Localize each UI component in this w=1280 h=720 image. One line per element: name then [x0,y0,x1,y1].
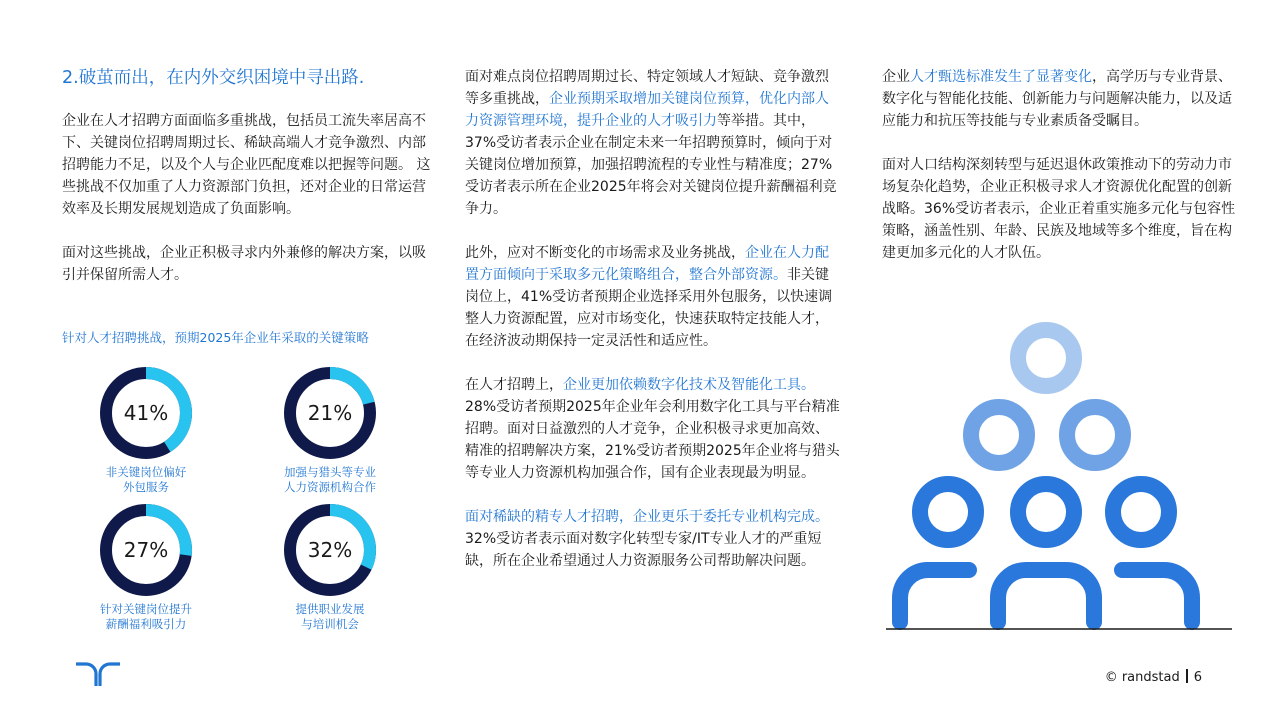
staffing-text-a: 此外，应对不断变化的市场需求及业务挑战， [465,245,745,261]
column-middle [465,66,841,594]
footer-brand: © randstad [1104,670,1180,685]
specialist-paragraph [465,506,841,572]
right-shoulders-icon [1122,570,1192,622]
donut-category-label [66,602,226,632]
donut-category-line: 针对关键岗位提升 [100,602,192,616]
donut-category-line: 薪酬福利吸引力 [105,617,187,631]
page-number: 6 [1193,670,1202,685]
bottom-center-person-icon [1018,484,1074,540]
donut-value-label: 32% [307,538,353,562]
staffing-paragraph [465,242,841,352]
budget-paragraph [465,66,841,220]
top-person-icon [1018,330,1074,386]
budget-text-a: 面对难点岗位招聘周期过长、特定领域人才短缺、竞争激烈等多重挑战， [465,69,829,107]
selection-text-a: 企业 [882,69,910,85]
donut-chart-4 [250,502,410,632]
digital-text-b: 28%受访者预期2025年企业年会利用数字化工具与平台精准招聘。面对日益激烈的人才竞争，企业积极寻求更加高效、精准的招聘解决方案，21%受访者预期2025年企业将与猎头等专业人力资源机构加强合作，国有企业表现最为明显。 [465,399,840,481]
donut-category-line: 人力资源机构合作 [284,480,376,494]
randstad-logo-icon [76,662,120,686]
donut-category-line: 非关键岗位偏好 [105,465,187,479]
budget-text-b: 等举措。其中，37%受访者表示企业在制定未来一年招聘预算时，倾向于对关键岗位增加预算，加强招聘流程的专业性与精准度；27%受访者表示所在企业2025年将会对关键岗位提升薪酬福利竞争力。 [465,113,837,217]
donut-chart-2 [250,365,410,495]
donut-category-label [66,465,226,495]
footer-separator [1186,669,1188,683]
selection-paragraph [882,66,1244,132]
bottom-left-person-icon [920,484,976,540]
solution-paragraph: 面对这些挑战，企业正积极寻求内外兼修的解决方案，以吸引并保留所需人才。 [62,245,426,283]
section-heading: 2.破茧而出，在内外交织困境中寻出路. [62,68,365,88]
mid-right-person-icon [1067,407,1123,463]
diversity-paragraph: 面对人口结构深刻转型与延迟退休政策推动下的劳动力市场复杂化趋势，企业正积极寻求人才资源优化配置的创新战略。36%受访者表示，企业正着重实施多元化与包容性策略，涵盖性别、年龄、民族及地域等多个维度，旨在构建更加多元化的人才队伍。 [882,157,1236,261]
column-left [62,66,438,308]
staffing-highlight: 企业在人力配置方面倾向于采取多元化策略组合，整合外部资源。 [465,245,829,283]
specialist-text-b: 32%受访者表示面对数字化转型专家/IT专业人才的严重短缺，所在企业希望通过人力资源服务公司帮助解决问题。 [465,531,822,569]
staffing-text-b: 非关键岗位上，41%受访者预期企业选择采用外包服务，以快速调整人力资源配置，应对市场变化，快速获取特定技能人才，在经济波动期保持一定灵活性和适应性。 [465,267,833,349]
donut-category-line: 与培训机会 [301,617,359,631]
donut-category-line: 加强与猎头等专业 [284,465,376,479]
chart-title: 针对人才招聘挑战，预期2025年企业年采取的关键策略 [62,330,369,345]
donut-svg [98,365,194,461]
budget-highlight: 企业预期采取增加关键岗位预算，优化内部人力资源管理环境，提升企业的人才吸引力 [465,91,829,129]
bottom-right-person-icon [1113,484,1169,540]
left-shoulders-icon [900,570,969,622]
digital-paragraph [465,374,841,484]
column-right [882,66,1244,286]
donut-chart-1 [66,365,226,495]
page-footer [1105,669,1202,685]
selection-highlight: 人才甄选标准发生了显著变化 [910,69,1092,85]
intro-paragraph: 企业在人才招聘方面面临多重挑战，包括员工流失率居高不下、关键岗位招聘周期过长、稀缺高端人才竞争激烈、内部招聘能力不足，以及个人与企业匹配度难以把握等问题。 这些挑战不仅加重了人力资源部门负担，还对企业的日常运营效率及长期发展规划造成了负面影响。 [62,113,431,217]
center-shoulders-icon [998,570,1094,622]
donut-category-line: 提供职业发展 [295,602,365,616]
donut-svg [98,502,194,598]
mid-left-person-icon [971,407,1027,463]
selection-text-b: ，高学历与专业背景、数字化与智能化技能、创新能力与问题解决能力，以及适应能力和抗压等技能与专业素质备受瞩目。 [882,69,1232,129]
digital-text-a: 在人才招聘上， [465,377,563,393]
donut-value-label: 21% [307,401,353,425]
donut-svg [282,365,378,461]
people-pyramid-illustration [886,320,1236,635]
donut-value-label: 27% [123,538,169,562]
donut-category-label [250,465,410,495]
donut-svg [282,502,378,598]
specialist-highlight: 面对稀缺的精专人才招聘，企业更乐于委托专业机构完成。 [465,509,829,525]
donut-chart-3 [66,502,226,632]
donut-category-line: 外包服务 [123,480,169,494]
donut-category-label [250,602,410,632]
digital-highlight: 企业更加依赖数字化技术及智能化工具。 [563,377,815,393]
donut-value-label: 41% [123,401,169,425]
